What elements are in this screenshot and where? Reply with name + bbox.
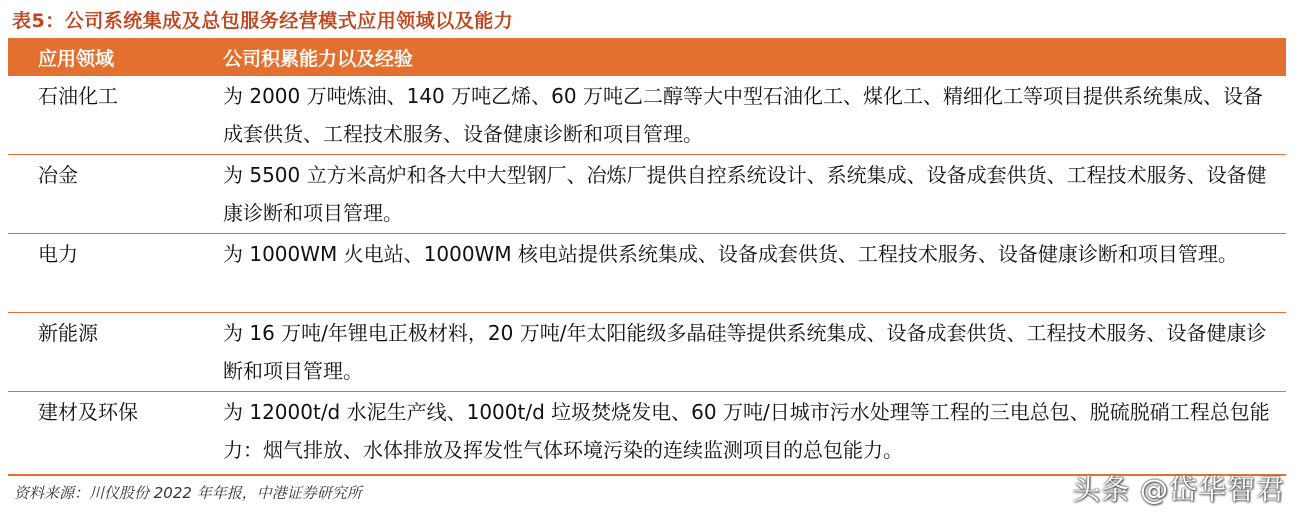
- table-row: [8, 155, 1286, 234]
- row-field: 建材及环保: [38, 400, 138, 424]
- row-desc: 为 12000t/d 水泥生产线、1000t/d 垃圾焚烧发电、60 万吨/日城市污水处理等工程的三电总包、脱硫脱硝工程总包能力：烟气排放、水体排放及挥发性气体环境污染的连续监测项目的总包能力。: [223, 400, 1270, 462]
- row-field: 新能源: [38, 321, 98, 345]
- table-caption: 表5：公司系统集成及总包服务经营模式应用领域以及能力: [12, 10, 514, 32]
- table-row: [8, 313, 1286, 392]
- row-field: 冶金: [38, 163, 78, 187]
- row-desc: 为 1000WM 火电站、1000WM 核电站提供系统集成、设备成套供货、工程技术服务、设备健康诊断和项目管理。: [223, 242, 1238, 266]
- header-field: 应用领域: [38, 47, 115, 70]
- data-table: [8, 38, 1286, 471]
- table-row: [8, 76, 1286, 155]
- watermark: 头条 @岱华智君: [1072, 473, 1285, 506]
- row-field: 石油化工: [38, 84, 118, 108]
- header-capability: 公司积累能力以及经验: [223, 47, 414, 70]
- source-note: 资料来源：川仪股份 2022 年年报，中港证券研究所: [14, 484, 362, 502]
- row-desc: 为 5500 立方米高炉和各大中大型钢厂、冶炼厂提供自控系统设计、系统集成、设备成套供货、工程技术服务、设备健康诊断和项目管理。: [223, 163, 1267, 225]
- table-header: [8, 38, 1286, 76]
- row-desc: 为 2000 万吨炼油、140 万吨乙烯、60 万吨乙二醇等大中型石油化工、煤化工、精细化工等项目提供系统集成、设备成套供货、工程技术服务、设备健康诊断和项目管理。: [223, 84, 1263, 146]
- table-row: [8, 234, 1286, 313]
- table-row: [8, 392, 1286, 471]
- row-desc: 为 16 万吨/年锂电正极材料，20 万吨/年太阳能级多晶硅等提供系统集成、设备成套供货、工程技术服务、设备健康诊断和项目管理。: [223, 321, 1267, 383]
- row-field: 电力: [38, 242, 78, 266]
